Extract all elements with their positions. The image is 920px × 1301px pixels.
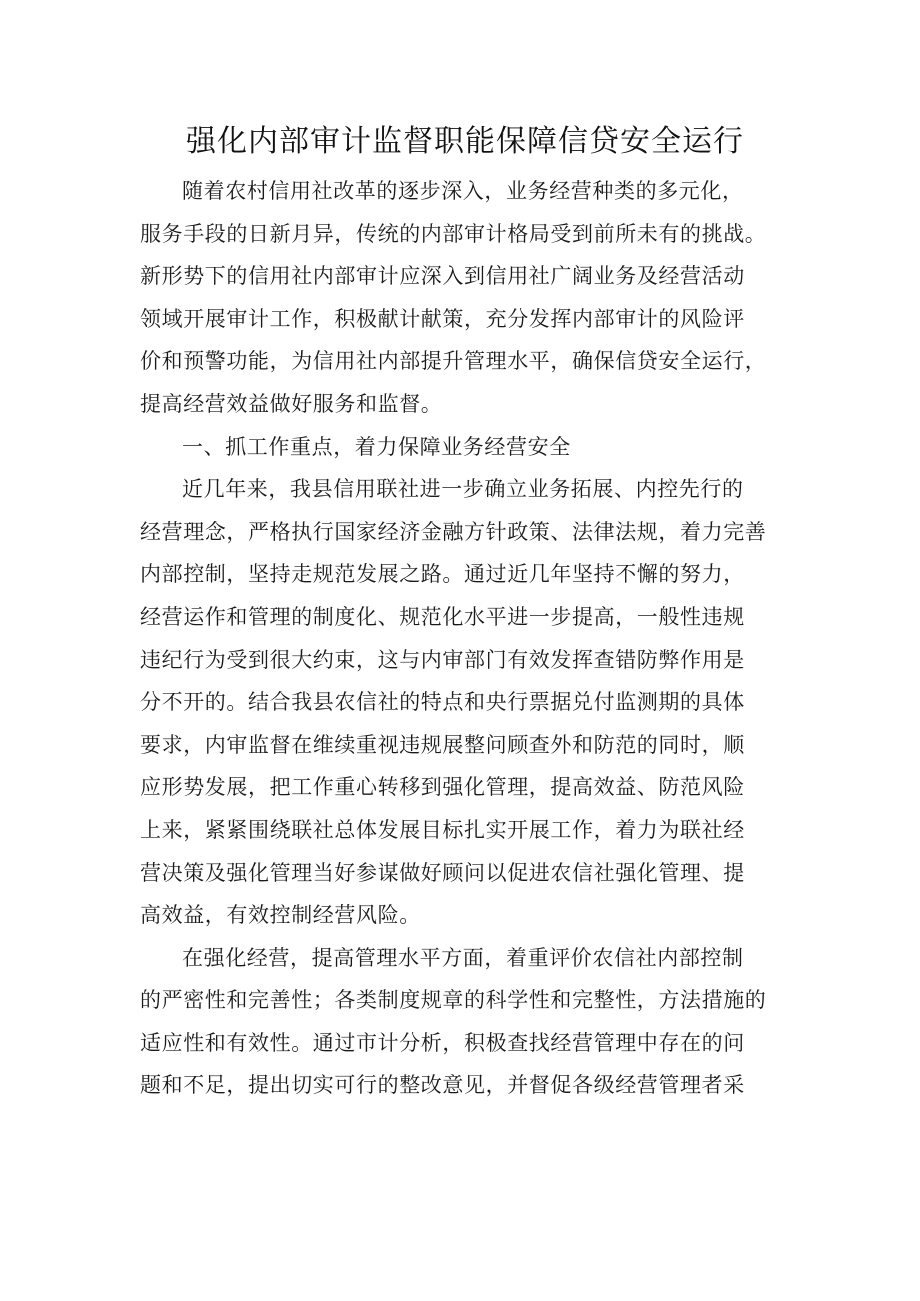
text-line: 营决策及强化管理当好参谋做好顾问以促进农信社强化管理、提 <box>140 860 745 885</box>
section-heading-text: 一、抓工作重点，着力保障业务经营安全 <box>182 434 571 459</box>
text-line: 服务手段的日新月异，传统的内部审计格局受到前所未有的挑战。 <box>140 221 767 246</box>
document-title: 强化内部审计监督职能保障信贷安全运行 <box>186 124 744 159</box>
text-line: 的严密性和完善性；各类制度规章的科学性和完整性，方法措施的 <box>140 988 767 1013</box>
text-line: 题和不足，提出切实可行的整改意见，并督促各级经营管理者采 <box>140 1073 745 1098</box>
text-line: 应形势发展，把工作重心转移到强化管理，提高效益、防范风险 <box>140 775 745 800</box>
text-line: 要求，内审监督在维续重视违规展整问顾查外和防范的同时，顺 <box>140 732 745 757</box>
text-line: 在强化经营，提高管理水平方面，着重评价农信社内部控制 <box>182 945 744 970</box>
text-line: 内部控制，坚持走规范发展之路。通过近几年坚持不懈的努力， <box>140 562 745 587</box>
text-line: 提高经营效益做好服务和监督。 <box>140 391 443 416</box>
text-line: 价和预警功能，为信用社内部提升管理水平，确保信贷安全运行， <box>140 349 767 374</box>
text-line: 适应性和有效性。通过市计分析，积极查找经营管理中存在的问 <box>140 1030 745 1055</box>
paragraph-intro <box>140 170 790 426</box>
paragraph-section-1-b <box>140 937 790 1107</box>
text-line: 分不开的。结合我县农信社的特点和央行票据兑付监测期的具体 <box>140 690 745 715</box>
text-line: 经营理念，严格执行国家经济金融方针政策、法律法规，着力完善 <box>140 519 767 544</box>
text-line: 违纪行为受到很大约束，这与内审部门有效发挥查错防弊作用是 <box>140 647 745 672</box>
text-line: 随着农村信用社改革的逐步深入，业务经营种类的多元化， <box>182 179 744 203</box>
section-heading-1 <box>140 426 790 469</box>
text-line: 上来，紧紧围绕联社总体发展目标扎实开展工作，着力为联社经 <box>140 817 745 842</box>
text-line: 经营运作和管理的制度化、规范化水平进一步提高，一般性违规 <box>140 604 745 629</box>
text-line: 领域开展审计工作，积极献计献策，充分发挥内部审计的风险评 <box>140 306 745 331</box>
document-body <box>140 170 790 1107</box>
text-line: 近几年来，我县信用联社进一步确立业务拓展、内控先行的 <box>182 477 744 502</box>
text-line: 高效益，有效控制经营风险。 <box>140 903 421 928</box>
text-line: 新形势下的信用社内部审计应深入到信用社广阔业务及经营活动 <box>140 264 745 289</box>
paragraph-section-1-a <box>140 468 790 937</box>
